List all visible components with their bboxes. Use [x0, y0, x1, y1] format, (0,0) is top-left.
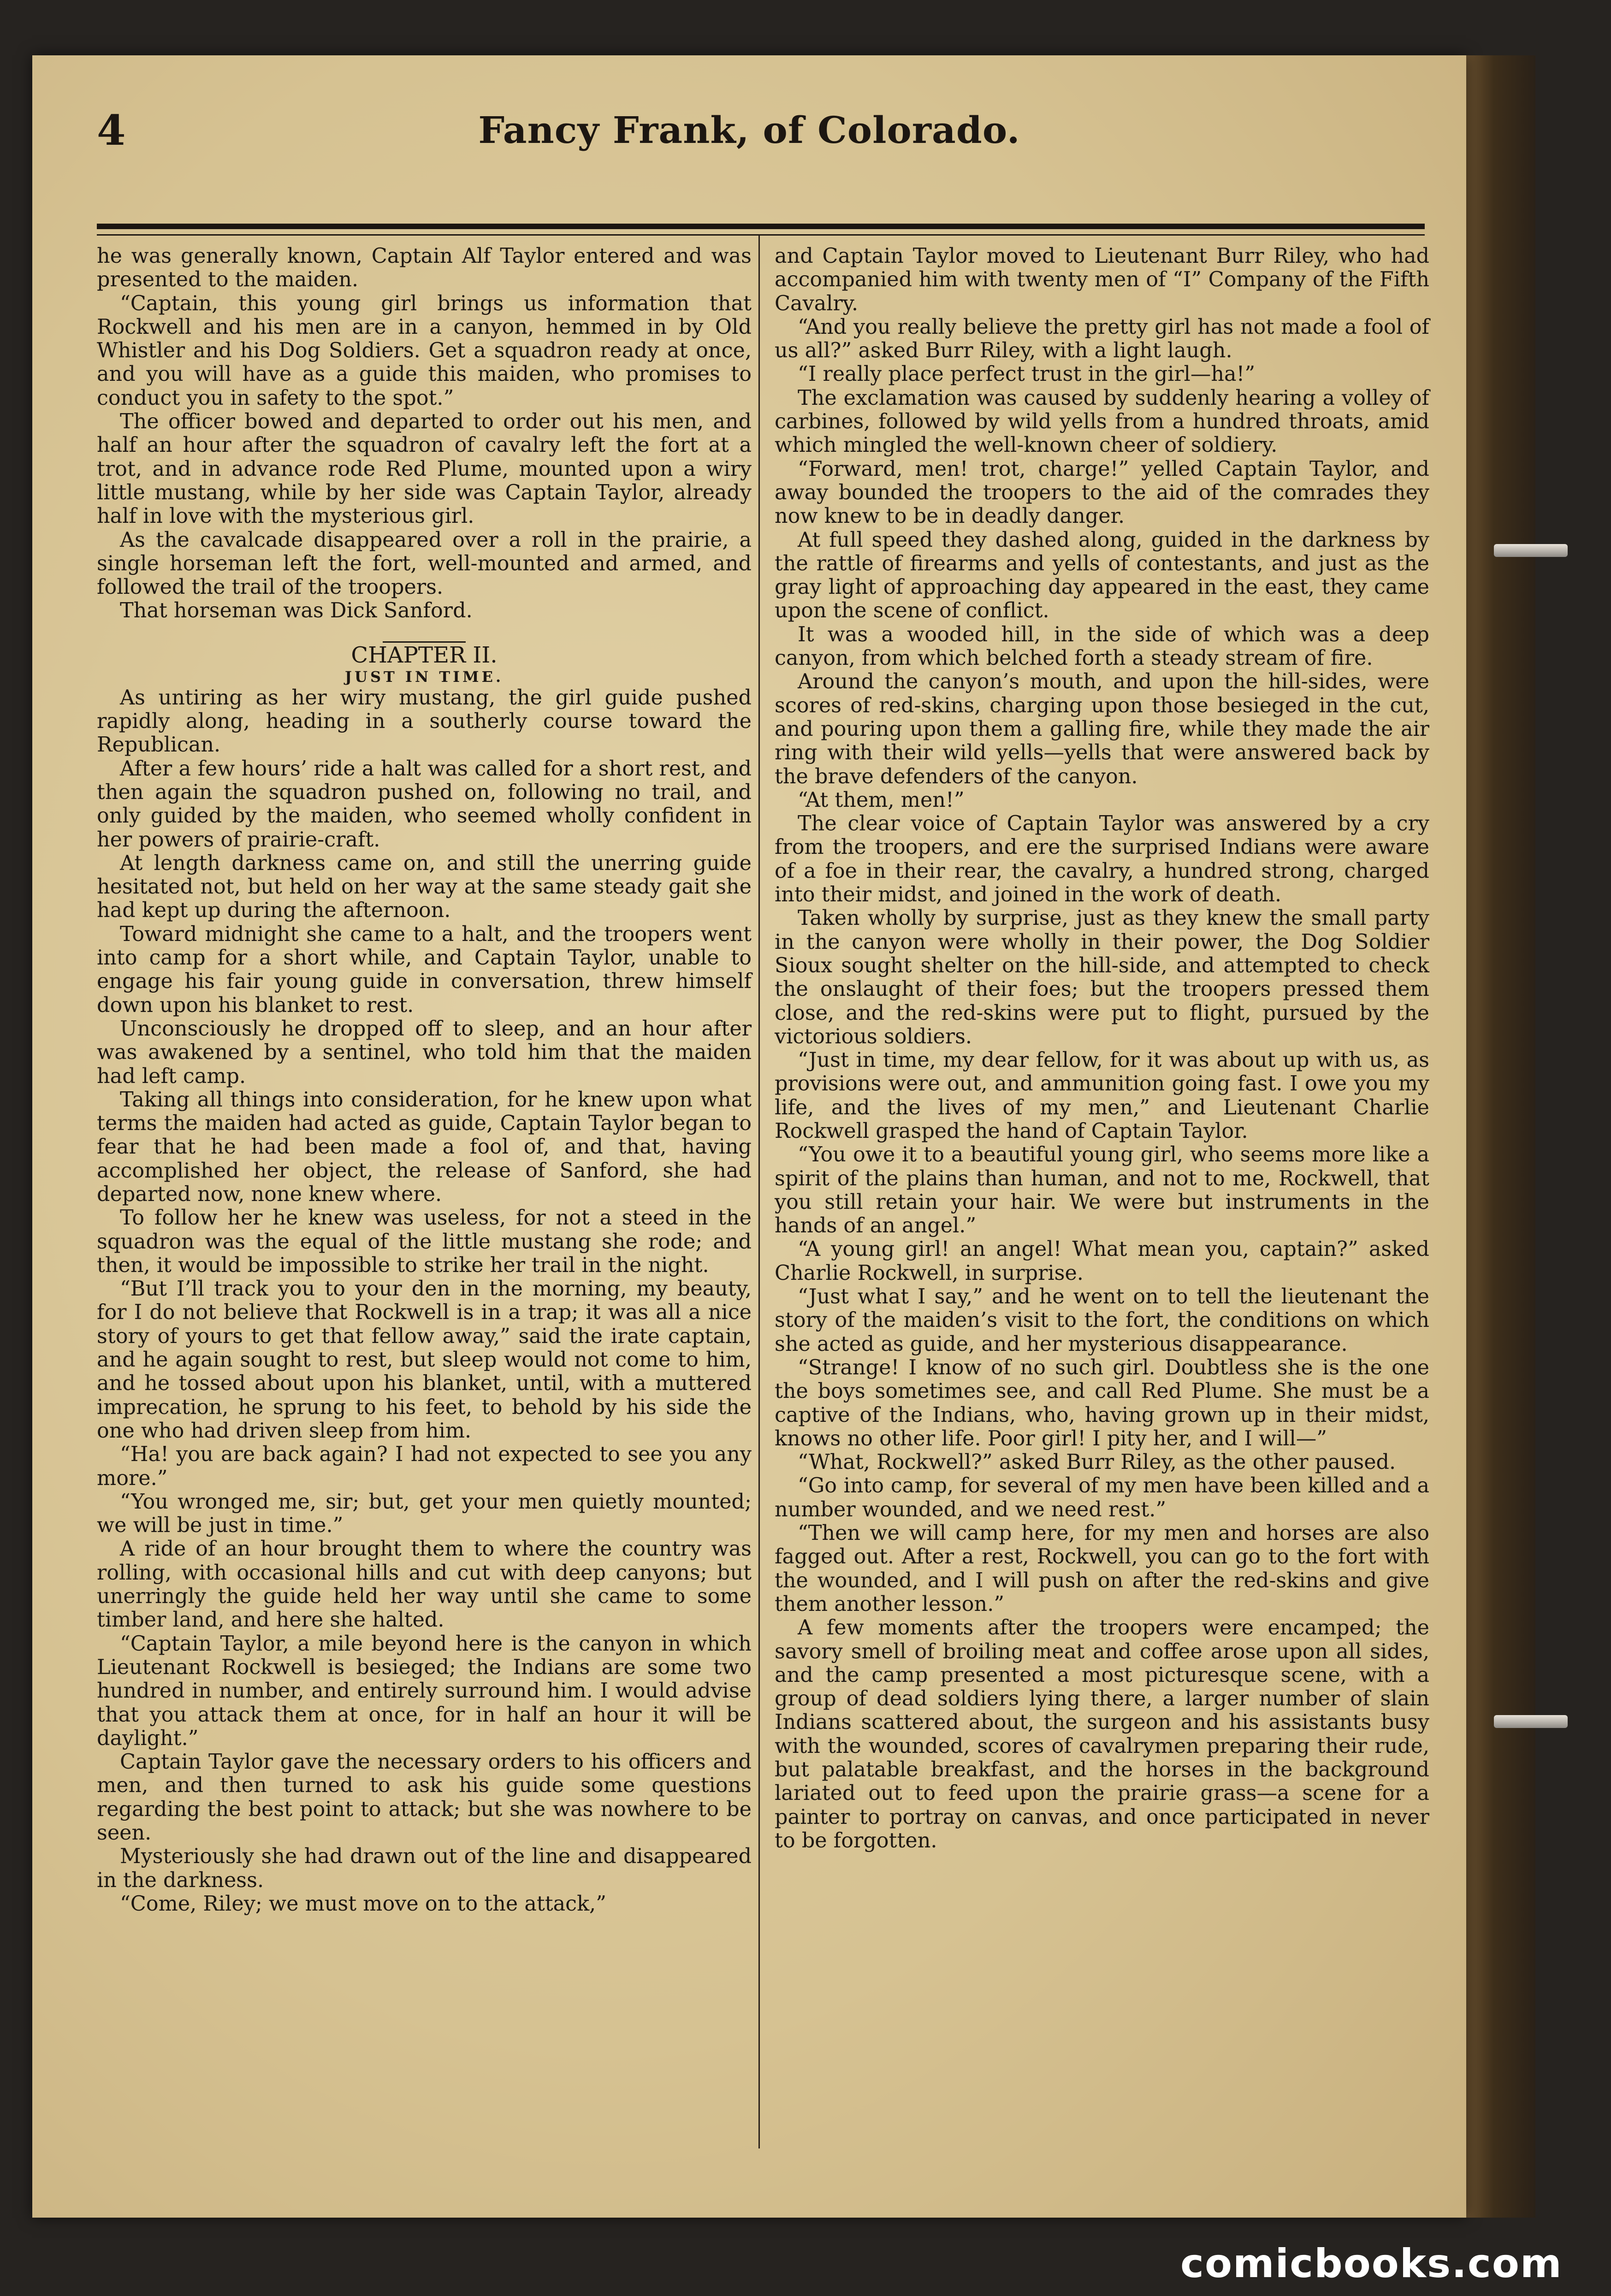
- paragraph: “Just in time, my dear fellow, for it was about up with us, as provisions were out, and ammunition going fast. I owe you my life, and the lives of my men,” and Lieutenant Charlie Rockwell grasped the hand of Captain Taylor.: [775, 1048, 1429, 1143]
- right-column-text: [775, 244, 1429, 1852]
- paragraph: “Forward, men! trot, charge!” yelled Captain Taylor, and away bounded the troopers to the aid of the comrades they now knew to be in deadly danger.: [775, 457, 1429, 528]
- paragraph: “Captain, this young girl brings us information that Rockwell and his men are in a canyon, hemmed in by Old Whistler and his Dog Soldiers. Get a squadron ready at once, and you will have as a guide this maiden, who promises to conduct you in safety to the spot.”: [97, 291, 752, 410]
- paragraph: Taking all things into consideration, for he knew upon what terms the maiden had acted as guide, Captain Taylor began to fear that he had been made a fool of, and that, having accomplished her object, the release of Sanford, she had departed now, none knew where.: [97, 1088, 752, 1206]
- chapter-heading: [97, 641, 752, 686]
- paragraph: “At them, men!”: [798, 788, 965, 812]
- paragraph: Toward midnight she came to a halt, and the troopers went into camp for a short while, and Captain Taylor, unable to engage his fair young guide in conversation, threw himself down upon his blanket to rest.: [97, 922, 752, 1017]
- page-number: 4: [97, 106, 126, 155]
- paragraph: Captain Taylor gave the necessary orders to his officers and men, and then turned to ask his guide some questions regarding the best point to attack; but she was nowhere to be seen.: [97, 1750, 752, 1845]
- paragraph: “But I’ll track you to your den in the morning, my beauty, for I do not believe that Rockwell is in a trap; it was all a nice story of yours to get that fellow away,” said the irate captain, and he again sought to rest, but sleep would not come to him, and he tossed about upon his blanket, until, with a muttered imprecation, he sprung to his feet, to behold by his side the one who had driven sleep from him.: [97, 1277, 752, 1443]
- paragraph: “Captain Taylor, a mile beyond here is the canyon in which Lieutenant Rockwell is besieged; the Indians are some two hundred in number, and entirely surround him. I would advise that you attack them at once, for in half an hour it will be daylight.”: [97, 1632, 752, 1750]
- magazine-page: [32, 55, 1466, 2218]
- paragraph: “Go into camp, for several of my men have been killed and a number wounded, and we need rest.”: [775, 1474, 1429, 1521]
- chapter-title: CHAPTER II.: [351, 642, 498, 668]
- paragraph: “A young girl! an angel! What mean you, captain?” asked Charlie Rockwell, in surprise.: [775, 1237, 1429, 1285]
- running-title: Fancy Frank, of Colorado.: [478, 108, 1020, 152]
- staple-top: [1494, 544, 1568, 557]
- header-rule: [97, 224, 1425, 229]
- chapter-subtitle: JUST IN TIME.: [344, 668, 504, 686]
- left-column-text-before-chapter: [97, 244, 752, 623]
- left-column: [97, 244, 752, 1916]
- paragraph: At full speed they dashed along, guided in the darkness by the rattle of firearms and yells of contestants, and just as the gray light of approaching day appeared in the east, they came upon the scene of conflict.: [775, 528, 1429, 623]
- paragraph: “Just what I say,” and he went on to tell the lieutenant the story of the maiden’s visit to the fort, the conditions on which she acted as guide, and her mysterious disappearance.: [775, 1285, 1429, 1356]
- paragraph: Taken wholly by surprise, just as they knew the small party in the canyon were wholly in their power, the Dog Soldier Sioux sought shelter on the hill-side, and attempted to check the onslaught of their foes; but the troopers pressed them close, and the red-skins were put to flight, pursued by the victorious soldiers.: [775, 906, 1429, 1048]
- paragraph: “Strange! I know of no such girl. Doubtless she is the one the boys sometimes see, and call Red Plume. She must be a captive of the Indians, who, having grown up in their midst, knows no other life. Poor girl! I pity her, and I will—”: [775, 1355, 1429, 1450]
- column-divider: [758, 235, 760, 2148]
- paragraph: After a few hours’ ride a halt was called for a short rest, and then again the squadron pushed on, following no trail, and only guided by the maiden, who seemed wholly confident in her powers of prairie-craft.: [97, 757, 752, 852]
- paragraph: “You owe it to a beautiful young girl, who seems more like a spirit of the plains than human, and not to me, Rockwell, that you still retain your hair. We were but instruments in the hands of an angel.”: [775, 1143, 1429, 1238]
- paragraph: That horseman was Dick Sanford.: [120, 599, 473, 623]
- paragraph: To follow her he knew was useless, for not a steed in the squadron was the equal of the little mustang she rode; and then, it would be impossible to strike her trail in the night.: [97, 1206, 752, 1277]
- paragraph: At length darkness came on, and still the unerring guide hesitated not, but held on her way at the same steady gait she had kept up during the afternoon.: [97, 851, 752, 923]
- paragraph: The clear voice of Captain Taylor was answered by a cry from the troopers, and ere the surprised Indians were aware of a foe in their rear, the cavalry, a hundred strong, charged into their midst, and joined in the work of death.: [775, 812, 1429, 907]
- paragraph: he was generally known, Captain Alf Taylor entered and was presented to the maiden.: [97, 244, 752, 292]
- paragraph: and Captain Taylor moved to Lieutenant Burr Riley, who had accompanied him with twenty men of “I” Company of the Fifth Cavalry.: [775, 244, 1429, 315]
- paragraph: “Ha! you are back again? I had not expected to see you any more.”: [97, 1443, 752, 1490]
- header-rule-thin: [97, 234, 1425, 236]
- watermark: comicbooks.com: [1180, 2241, 1563, 2287]
- paragraph: Unconsciously he dropped off to sleep, and an hour after was awakened by a sentinel, who told him that the maiden had left camp.: [97, 1017, 752, 1088]
- paragraph: Mysteriously she had drawn out of the line and disappeared in the darkness.: [97, 1845, 752, 1892]
- paragraph: “What, Rockwell?” asked Burr Riley, as the other paused.: [798, 1450, 1396, 1474]
- paragraph: “You wronged me, sir; but, get your men quietly mounted; we will be just in time.”: [97, 1490, 752, 1538]
- paragraph: The exclamation was caused by suddenly hearing a volley of carbines, followed by wild yells from a hundred throats, amid which mingled the well-known cheer of soldiery.: [775, 386, 1429, 457]
- paragraph: A few moments after the troopers were encamped; the savory smell of broiling meat and coffee arose upon all sides, and the camp presented a most picturesque scene, with a group of dead soldiers lying there, a larger number of slain Indians scattered about, the surgeon and his assistants busy with the wounded, scores of cavalrymen preparing their rude, but palatable breakfast, and the horses in the background lariated out to feed upon the prairie grass—a scene for a painter to portray on canvas, and once participated in never to be forgotten.: [775, 1616, 1429, 1852]
- paragraph: “And you really believe the pretty girl has not made a fool of us all?” asked Burr Riley, with a light laugh.: [775, 315, 1429, 363]
- paragraph: As the cavalcade disappeared over a roll in the prairie, a single horseman left the fort, well-mounted and armed, and followed the trail of the troopers.: [97, 528, 752, 599]
- left-column-text-after-chapter: [97, 686, 752, 1916]
- staple-bottom: [1494, 1715, 1568, 1728]
- paragraph: “Then we will camp here, for my men and horses are also fagged out. After a rest, Rockwell, you can go to the fort with the wounded, and I will push on after the red-skins and give them another lesson.”: [775, 1521, 1429, 1616]
- page-header: [32, 106, 1466, 198]
- paragraph: Around the canyon’s mouth, and upon the hill-sides, were scores of red-skins, charging upon those besieged in the cut, and pouring upon them a galling fire, while they made the air ring with their wild yells—yells that were answered back by the brave defenders of the canyon.: [775, 670, 1429, 788]
- paragraph: As untiring as her wiry mustang, the girl guide pushed rapidly along, heading in a southerly course toward the Republican.: [97, 686, 752, 757]
- paragraph: “I really place perfect trust in the girl—ha!”: [798, 362, 1256, 386]
- paragraph: A ride of an hour brought them to where the country was rolling, with occasional hills and cut with deep canyons; but unerringly the guide held her way until she came to some timber land, and here she halted.: [97, 1537, 752, 1632]
- paragraph: The officer bowed and departed to order out his men, and half an hour after the squadron of cavalry left the fort at a trot, and in advance rode Red Plume, mounted upon a wiry little mustang, while by her side was Captain Taylor, already half in love with the mysterious girl.: [97, 410, 752, 528]
- paragraph: “Come, Riley; we must move on to the attack,”: [120, 1892, 606, 1916]
- right-column: [775, 244, 1429, 1852]
- paragraph: It was a wooded hill, in the side of which was a deep canyon, from which belched forth a steady stream of fire.: [775, 622, 1429, 670]
- binding-spine: [1466, 55, 1535, 2218]
